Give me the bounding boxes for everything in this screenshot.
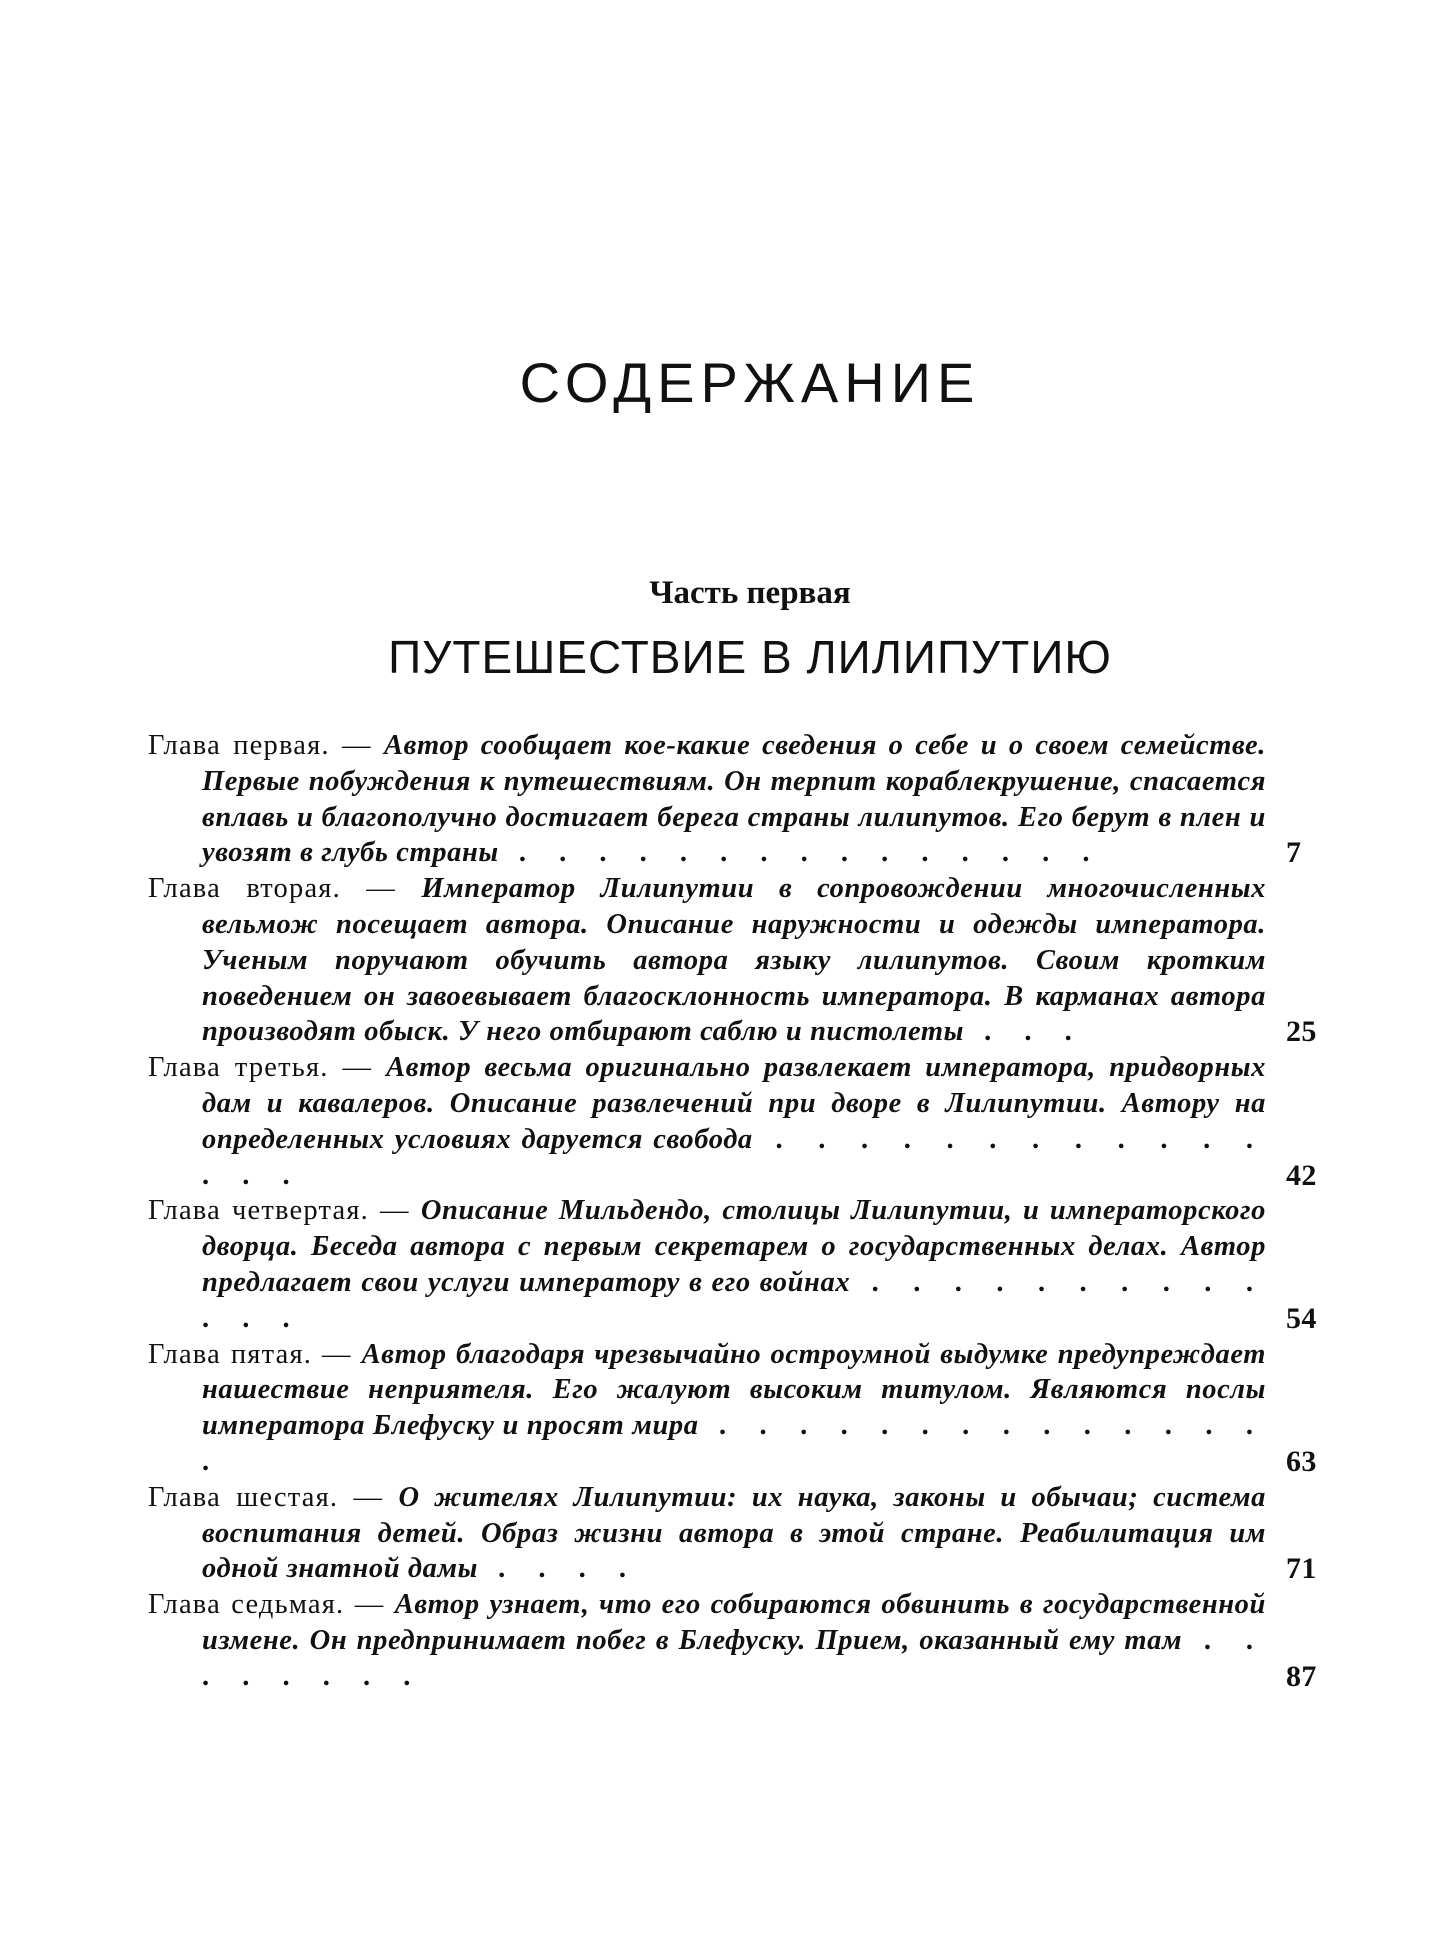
chapter-description: Автор благодаря чрезвычайно остроумной выдумке предупреждает нашествие неприятеля. Его жалуют высоким титулом. Являются послы императора Блефуску и просят мира [202, 1338, 1266, 1442]
page-number: 87 [1286, 1659, 1317, 1693]
chapter-label: Глава четвертая. — [148, 1195, 421, 1227]
page-number: 7 [1286, 836, 1302, 870]
table-of-contents [148, 728, 1328, 1695]
toc-entry-chapter-5[interactable] [148, 1337, 1317, 1480]
page-number: 42 [1286, 1158, 1317, 1192]
page-number: 63 [1286, 1444, 1317, 1478]
chapter-label: Глава шестая. — [148, 1481, 399, 1513]
chapter-label: Глава вторая. — [148, 873, 422, 905]
toc-entry-chapter-2[interactable] [148, 871, 1317, 1050]
toc-entry-chapter-7[interactable] [148, 1587, 1317, 1694]
dot-leader: . . . [964, 1016, 1085, 1048]
toc-entry-chapter-1[interactable] [148, 728, 1302, 871]
dot-leader: . . . . [477, 1553, 639, 1585]
contents-title: СОДЕРЖАНИЕ [519, 351, 981, 414]
chapter-description: Автор узнает, что его собираются обвинить в государственной измене. Он предпринимает побег в Блефуску. Прием, оказанный ему там [202, 1589, 1266, 1656]
chapter-label: Глава первая. — [148, 730, 385, 761]
toc-entry-chapter-6[interactable] [148, 1480, 1317, 1587]
chapter-label: Глава третья. — [148, 1052, 387, 1084]
dot-leader: . . . . . . . . . . . . . . . [202, 1410, 1266, 1477]
part-label: Часть первая [649, 575, 851, 611]
chapter-label: Глава седьмая. — [148, 1589, 395, 1621]
part-title: ПУТЕШЕСТВИЕ В ЛИЛИПУТИЮ [388, 631, 1112, 683]
page-number: 71 [1286, 1552, 1317, 1586]
chapter-description: Автор весьма оригинально развлекает императора, придворных дам и кавалеров. Описание развлечений при дворе в Лилипутии. Автору на определенных условиях даруется свобода [202, 1052, 1266, 1155]
dot-leader: . . . . . . . . . . . . . . . [202, 1123, 1267, 1191]
toc-entry-chapter-4[interactable] [148, 1193, 1317, 1336]
chapter-description: Описание Мильдендо, столицы Лилипутии, и императорского дворца. Беседа автора с первым секретарем о государственных делах. Автор предлагает свои услуги императору в его войнах [202, 1195, 1266, 1298]
chapter-description: Император Лилипутии в сопровождении многочисленных вельмож посещает автора. Описание наружности и одежды императора. Ученым поручают обучить автора языку лилипутов. Своим кротким поведением он завоевывает благосклонность императора. В карманах автора производят обыск. У него отбирают саблю и пистолеты [202, 873, 1266, 1048]
dot-leader: . . . . . . . . . . . . . [202, 1266, 1267, 1334]
toc-entry-chapter-3[interactable] [148, 1050, 1317, 1193]
dot-leader: . . . . . . . . [202, 1624, 1266, 1692]
chapter-description: О жителях Лилипутии: их наука, законы и обычаи; система воспитания детей. Образ жизни автора в этой стране. Реабилитация им одной знатной дамы [202, 1481, 1266, 1585]
page-number: 54 [1286, 1301, 1317, 1335]
chapter-label: Глава пятая. — [148, 1338, 362, 1370]
dot-leader: . . . . . . . . . . . . . . . [498, 837, 1103, 869]
chapter-description: Автор сообщает кое-какие сведения о себе и о своем семействе. Первые побуждения к путешествиям. Он терпит кораблекрушение, спасается вплавь и благополучно достигает берега страны лилипутов. Его берут в плен и увозят в глубь страны [202, 730, 1266, 869]
page-number: 25 [1286, 1015, 1317, 1049]
